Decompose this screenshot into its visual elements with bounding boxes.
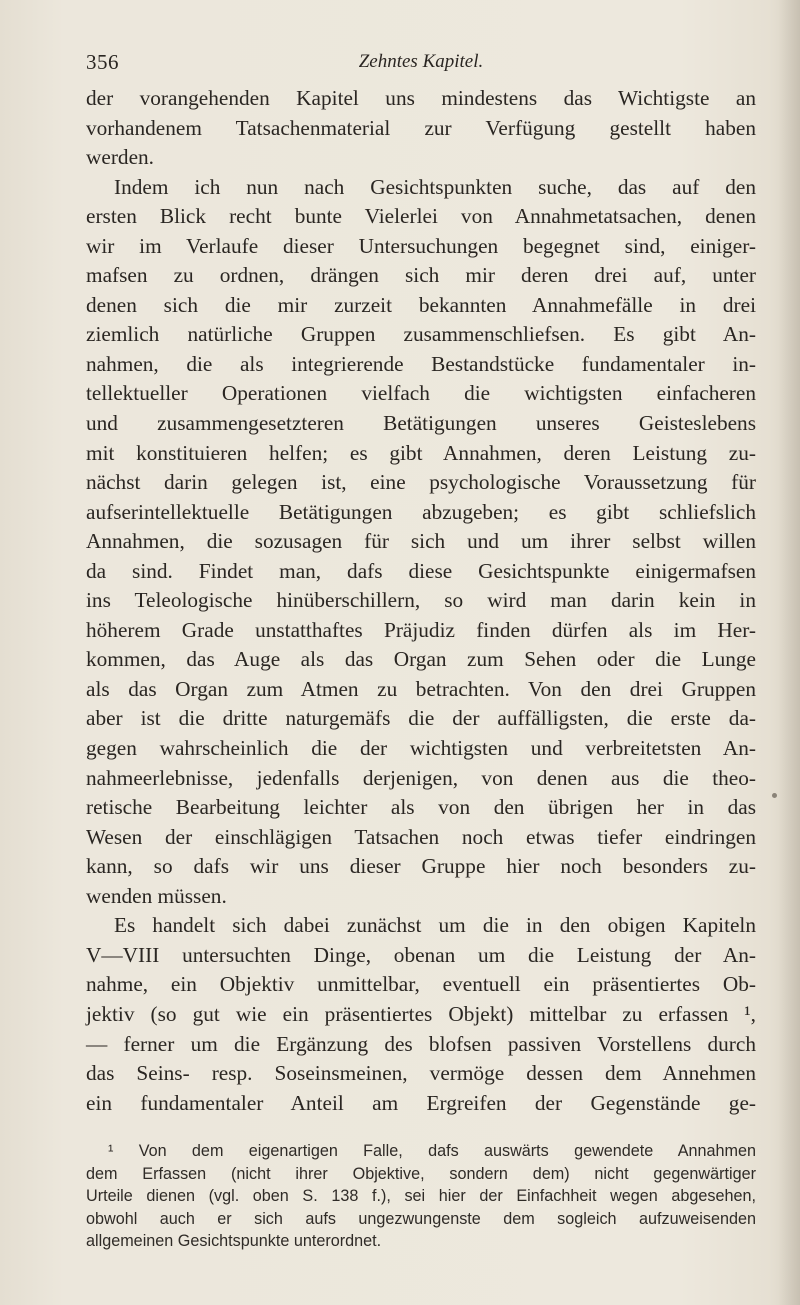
text-line: da sind. Findet man, dafs diese Gesichtspunkte einigermafsen — [86, 558, 756, 583]
text-line: denen sich die mir zurzeit bekannten Annahmefälle in drei — [86, 292, 756, 317]
text-line: tellektueller Operationen vielfach die wichtigsten einfacheren — [86, 381, 756, 406]
text-line: — ferner um die Ergänzung des blofsen passiven Vorstellens durch — [86, 1031, 756, 1056]
running-head: Zehntes Kapitel. — [358, 51, 484, 72]
text-line: Wesen der einschlägigen Tatsachen noch etwas tiefer eindringen — [86, 824, 756, 849]
text-line: vorhandenem Tatsachenmaterial zur Verfügung gestellt haben — [86, 115, 756, 140]
text-line: werden. — [86, 145, 154, 170]
page-number: 356 — [86, 50, 119, 74]
text-line: der vorangehenden Kapitel uns mindestens das Wichtigste an — [86, 86, 756, 110]
text-line: mafsen zu ordnen, drängen sich mir deren drei auf, unter — [86, 263, 756, 288]
text-line: das Seins- resp. Soseinsmeinen, vermöge dessen dem Annehmen — [86, 1061, 756, 1086]
page-header — [86, 50, 756, 84]
footnote-line: dem Erfassen (nicht ihrer Objektive, sondern dem) nicht gegenwärtiger — [86, 1164, 756, 1183]
text-line: höherem Grade unstatthaftes Präjudiz finden dürfen als im Her- — [86, 617, 756, 642]
text-line: aber ist die dritte naturgemäfs die der auffälligsten, die erste da- — [86, 706, 756, 731]
text-line: nahmeerlebnisse, jedenfalls derjenigen, von denen aus die theo- — [86, 765, 756, 790]
text-line: ins Teleologische hinüberschillern, so wird man darin kein in — [86, 588, 756, 613]
text-line: wenden müssen. — [86, 883, 227, 908]
footnotes — [86, 1140, 756, 1253]
text-line: ziemlich natürliche Gruppen zusammenschliefsen. Es gibt An- — [86, 322, 756, 347]
text-line: kann, so dafs wir uns dieser Gruppe hier noch besonders zu- — [86, 854, 756, 879]
text-line: mit konstituieren helfen; es gibt Annahmen, deren Leistung zu- — [86, 440, 756, 465]
text-line: V—VIII untersuchten Dinge, obenan um die Leistung der An- — [86, 942, 756, 967]
footnote-line: allgemeinen Gesichtspunkte unterordnet. — [86, 1232, 382, 1251]
text-line: gegen wahrscheinlich die der wichtigsten und verbreitetsten An- — [86, 736, 756, 761]
footnote-line: ¹ Von dem eigenartigen Falle, dafs auswärts gewendete Annahmen — [108, 1142, 756, 1160]
text-line: kommen, das Auge als das Organ zum Sehen oder die Lunge — [86, 647, 756, 672]
text-line: als das Organ zum Atmen zu betrachten. Von den drei Gruppen — [86, 676, 756, 701]
footnote-line: obwohl auch er sich aufs ungezwungenste dem sogleich aufzuweisenden — [86, 1209, 756, 1228]
text-line: nächst darin gelegen ist, eine psychologische Voraussetzung für — [86, 470, 756, 495]
text-line: nahmen, die als integrierende Bestandstücke fundamentaler in- — [86, 351, 756, 376]
footnote-line: Urteile dienen (vgl. oben S. 138 f.), sei hier der Einfachheit wegen abgesehen, — [86, 1187, 756, 1206]
text-line: ersten Blick recht bunte Vielerlei von Annahmetatsachen, denen — [86, 204, 756, 229]
page-edge-shadow — [778, 0, 800, 1305]
text-line: wir im Verlaufe dieser Untersuchungen begegnet sind, einiger- — [86, 233, 756, 258]
text-line: nahme, ein Objektiv unmittelbar, eventuell ein präsentiertes Ob- — [86, 972, 756, 997]
text-line: aufserintellektuelle Betätigungen abzugeben; es gibt schliefslich — [86, 499, 756, 524]
text-line: Annahmen, die sozusagen für sich und um ihrer selbst willen — [86, 529, 756, 554]
margin-dot — [772, 793, 777, 798]
text-line: jektiv (so gut wie ein präsentiertes Objekt) mittelbar zu erfassen ¹, — [86, 1001, 756, 1026]
text-line: Es handelt sich dabei zunächst um die in den obigen Kapiteln — [114, 913, 756, 938]
text-line: ein fundamentaler Anteil am Ergreifen der Gegenstände ge- — [86, 1090, 756, 1115]
text-line: retische Bearbeitung leichter als von den übrigen her in das — [86, 795, 756, 820]
text-line: Indem ich nun nach Gesichtspunkten suche, das auf den — [114, 174, 756, 199]
text-line: und zusammengesetzteren Betätigungen unseres Geisteslebens — [86, 411, 756, 436]
body-text — [86, 84, 756, 1118]
